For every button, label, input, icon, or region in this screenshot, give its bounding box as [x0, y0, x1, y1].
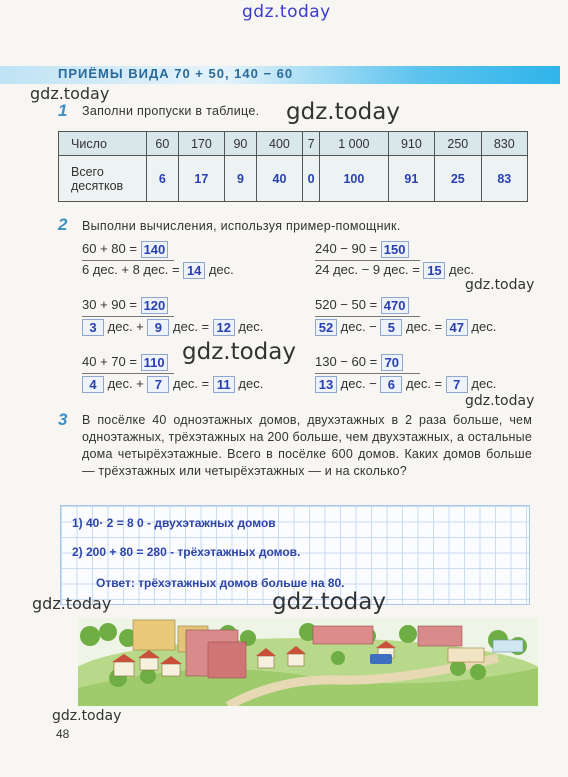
example-text: дес.: [208, 262, 234, 277]
answer-box: 470: [381, 297, 409, 314]
answer-box: 11: [213, 376, 235, 393]
answer-box: 14: [183, 262, 205, 279]
watermark: gdz.today: [465, 277, 535, 293]
example-text: дес. +: [107, 319, 144, 334]
row-label-line: десятков: [71, 178, 124, 193]
example-line: [315, 354, 403, 371]
section-title: ПРИЁМЫ ВИДА 70 + 50, 140 − 60: [58, 66, 294, 81]
row-label: Число: [59, 132, 147, 156]
example-line: [82, 241, 168, 258]
example-text: дес.: [471, 319, 497, 334]
tens-table: [58, 131, 528, 202]
watermark: gdz.today: [182, 339, 296, 365]
answer-box: 4: [82, 376, 104, 393]
solution-line: 2) 200 + 80 = 280 - трёхэтажных домов.: [72, 545, 301, 559]
table-cell: 830: [481, 132, 527, 156]
watermark: gdz.today: [32, 594, 112, 613]
task-number: 1: [58, 101, 68, 120]
row-label: [59, 156, 147, 202]
divider: [82, 260, 174, 261]
watermark: gdz.today: [465, 393, 535, 409]
example-text: дес. +: [107, 376, 144, 391]
answer-box: 15: [423, 262, 445, 279]
watermark-top: gdz.today: [242, 2, 331, 22]
answer-cell: 0: [303, 156, 320, 202]
answer-box: 12: [213, 319, 235, 336]
task-text: Заполни пропуски в таблице.: [82, 104, 260, 118]
example-line: [315, 241, 409, 258]
answer-box: 150: [381, 241, 409, 258]
answer-cell: 100: [320, 156, 389, 202]
answer-cell: 25: [435, 156, 481, 202]
answer-cell: 17: [178, 156, 224, 202]
answer-cell: 9: [225, 156, 257, 202]
divider: [82, 373, 174, 374]
table-cell: 90: [225, 132, 257, 156]
example-text: дес. −: [340, 376, 377, 391]
example-text: 130 − 60 =: [315, 354, 378, 369]
example-line: [82, 376, 263, 393]
example-text: дес.: [238, 319, 264, 334]
example-text: 40 + 70 =: [82, 354, 137, 369]
example-text: дес.: [238, 376, 264, 391]
divider: [315, 373, 420, 374]
example-text: дес.: [471, 376, 497, 391]
answer-cell: 83: [481, 156, 527, 202]
example-line: [315, 319, 496, 336]
table-cell: 400: [256, 132, 302, 156]
example-line: [82, 354, 168, 371]
example-line: [315, 376, 496, 393]
example-text: дес. −: [340, 319, 377, 334]
answer-box: 52: [315, 319, 337, 336]
answer-box: 6: [380, 376, 402, 393]
watermark: gdz.today: [286, 99, 400, 125]
table-cell: 7: [303, 132, 320, 156]
example-line: [82, 319, 263, 336]
row-label-line: Всего: [71, 164, 104, 179]
answer-box: 9: [147, 319, 169, 336]
example-line: [315, 297, 409, 314]
example-text: дес. =: [173, 319, 210, 334]
answer-box: 7: [446, 376, 468, 393]
divider: [82, 316, 174, 317]
table-row: [59, 156, 528, 202]
example-text: дес.: [449, 262, 474, 277]
page-number: 48: [56, 727, 70, 741]
problem-text: В посёлке 40 одноэтажных домов, двухэтажных в 2 раза больше, чем одноэтажных, трёхэтажных на 200 больше, чем двухэтажных, а остальные дома четырёхэтажные. Всего в посёлке 600 домов. Каких домов больше — трёхэтажных или четырёхэтажных — и на сколько?: [82, 413, 532, 478]
answer-box: 70: [381, 354, 403, 371]
village-illustration: [78, 618, 538, 706]
example-text: дес. =: [406, 376, 443, 391]
answer-cell: 40: [256, 156, 302, 202]
solution-line: 1) 40· 2 = 8 0 - двухэтажных домов: [72, 516, 276, 530]
table-row: [59, 132, 528, 156]
answer-box: 7: [147, 376, 169, 393]
watermark: gdz.today: [30, 84, 110, 103]
example-line: [82, 297, 168, 314]
divider: [315, 260, 420, 261]
answer-box: 5: [380, 319, 402, 336]
answer-box: 47: [446, 319, 468, 336]
example-text: 24 дес. − 9 дес. =: [315, 262, 420, 277]
table-cell: 170: [178, 132, 224, 156]
example-text: 240 − 90 =: [315, 241, 378, 256]
answer-box: 120: [141, 297, 169, 314]
example-line: [315, 262, 474, 279]
watermark: gdz.today: [52, 708, 122, 724]
answer-box: 3: [82, 319, 104, 336]
answer-box: 13: [315, 376, 337, 393]
example-text: 520 − 50 =: [315, 297, 378, 312]
example-text: 6 дес. + 8 дес. =: [82, 262, 180, 277]
task-text: Выполни вычисления, используя пример-помощник.: [82, 219, 401, 233]
example-text: 60 + 80 =: [82, 241, 137, 256]
task-number: 3: [58, 410, 68, 429]
table-cell: 1 000: [320, 132, 389, 156]
answer-box: 110: [141, 354, 168, 371]
answer-line: Ответ: трёхэтажных домов больше на 80.: [96, 576, 345, 590]
divider: [315, 316, 420, 317]
table-cell: 60: [147, 132, 179, 156]
table-cell: 250: [435, 132, 481, 156]
answer-cell: 6: [147, 156, 179, 202]
watermark: gdz.today: [272, 589, 386, 615]
answer-box: 140: [141, 241, 169, 258]
table-cell: 910: [388, 132, 434, 156]
example-line: [82, 262, 234, 279]
answer-cell: 91: [388, 156, 434, 202]
example-text: 30 + 90 =: [82, 297, 137, 312]
example-text: дес. =: [406, 319, 443, 334]
task-number: 2: [58, 215, 68, 234]
example-text: дес. =: [173, 376, 210, 391]
